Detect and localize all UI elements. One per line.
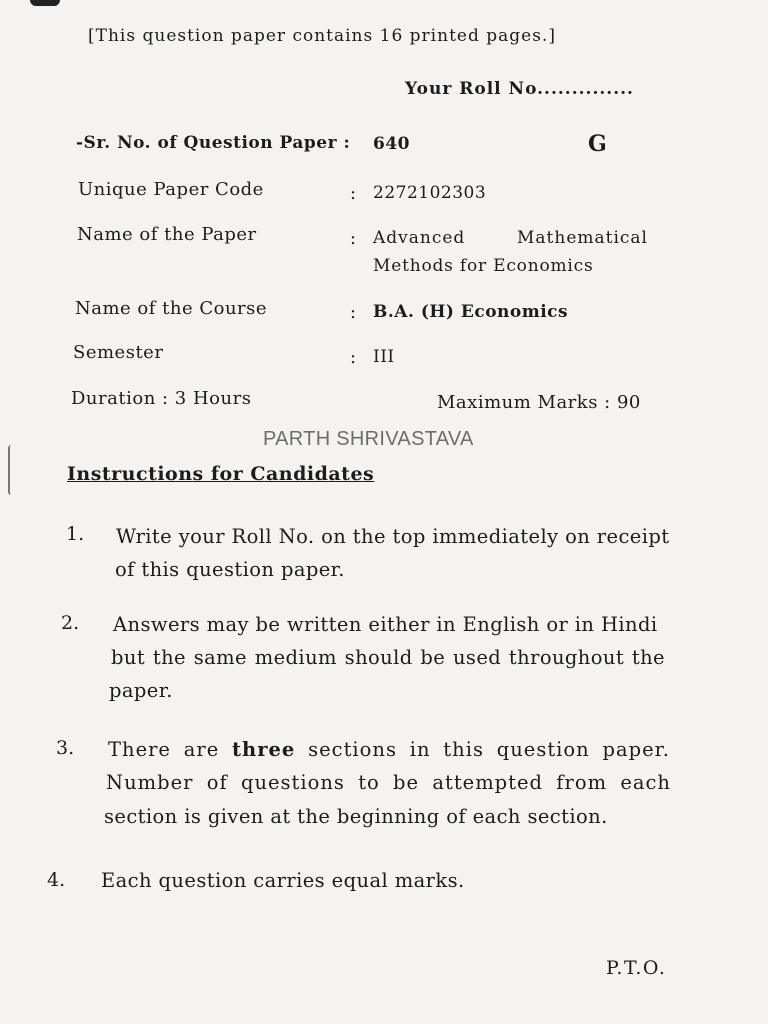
duration: Duration : 3 Hours xyxy=(71,388,252,409)
paper-label: Name of the Paper xyxy=(77,224,257,245)
upc-value: 2272102303 xyxy=(373,183,487,203)
page-turn-over: P.T.O. xyxy=(606,957,667,979)
instruction-number: 2. xyxy=(61,612,80,634)
instruction-text-line: but the same medium should be used throughout the xyxy=(111,646,665,669)
page-count-note: [This question paper contains 16 printed pages.] xyxy=(88,26,556,46)
scan-mark xyxy=(30,0,60,6)
course-colon: : xyxy=(350,302,357,323)
set-code: G xyxy=(588,131,607,157)
paper-colon: : xyxy=(350,228,357,249)
instruction-text: There are xyxy=(108,738,233,761)
semester-label: Semester xyxy=(73,342,164,363)
instruction-emphasis: three xyxy=(232,738,296,761)
instruction-number: 1. xyxy=(66,523,85,545)
semester-value: III xyxy=(373,347,395,367)
instruction-text: sections in this question paper. xyxy=(295,738,670,761)
instruction-text-line: Answers may be written either in English or in Hindi xyxy=(113,613,658,636)
paper-value-line1: Advanced Mathematical xyxy=(373,228,648,248)
course-value: B.A. (H) Economics xyxy=(373,302,569,322)
paper-value-line2: Methods for Economics xyxy=(373,256,594,276)
scan-edge-mark xyxy=(8,445,15,495)
semester-colon: : xyxy=(350,347,357,368)
roll-number-field: Your Roll No.............. xyxy=(405,79,634,99)
instruction-text-line: section is given at the beginning of each section. xyxy=(104,805,608,828)
upc-colon: : xyxy=(350,183,357,204)
instruction-text-line: Number of questions to be attempted from each xyxy=(106,771,671,794)
instructions-heading: Instructions for Candidates xyxy=(67,463,375,485)
instruction-text-line xyxy=(108,733,670,766)
upc-label: Unique Paper Code xyxy=(78,179,264,200)
instruction-text-line: Write your Roll No. on the top immediately on receipt xyxy=(116,525,670,548)
instruction-text-line: Each question carries equal marks. xyxy=(101,869,465,892)
watermark-name: PARTH SHRIVASTAVA xyxy=(263,428,474,450)
instruction-number: 4. xyxy=(47,869,66,891)
instruction-text-line: of this question paper. xyxy=(115,558,345,581)
max-marks: Maximum Marks : 90 xyxy=(437,392,641,413)
course-label: Name of the Course xyxy=(75,298,268,319)
sr-no-value: 640 xyxy=(373,134,410,154)
sr-no-label: -Sr. No. of Question Paper : xyxy=(76,133,351,153)
instruction-text-line: paper. xyxy=(109,679,173,702)
instruction-number: 3. xyxy=(56,737,75,759)
